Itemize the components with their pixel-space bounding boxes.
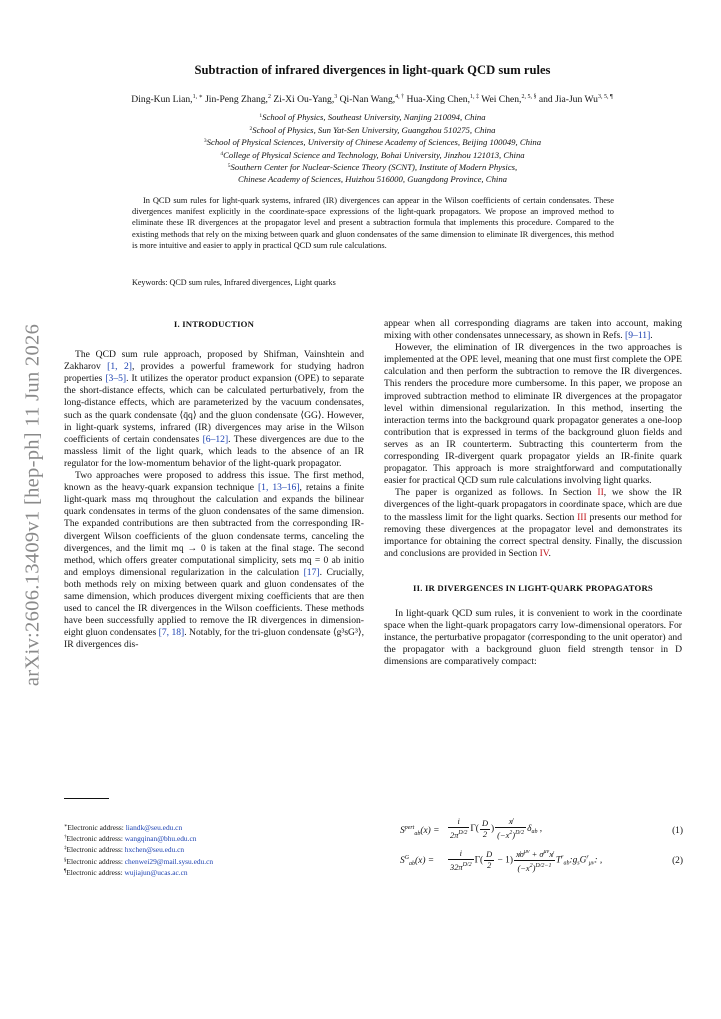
equation-1: $S^{pert}_{ab}(x)$ = $\frac{i}{2\pi^{D/2}}$ Γ( $\frac{D}{2}$ ) $\frac{x̸}{(-x^2)^{D/2}}$ $\delta_{ab}$ , (1) bbox=[400, 817, 683, 840]
author-name: Zi-Xi Ou-Yang, bbox=[270, 94, 335, 105]
author-affiliation-mark: 2, 5, § bbox=[521, 94, 537, 100]
footnote-mark: ∗ bbox=[64, 824, 68, 829]
equation-2: $S^G_{ab}(x)$ = $\frac{i}{32\pi^{D/2}}$ Γ( $\frac{D}{2}$ − 1) $\frac{x̸\sigma^{\mu\nu} + \sigma^{\mu\nu}x̸}{(-x^2)^{D/2-1}}$ $T^r_{ab}:g_sG^r_{\mu\nu}$: , (2) bbox=[400, 848, 683, 873]
author-name: Qi-Nan Wang, bbox=[337, 94, 396, 105]
text-run: presents our method for removing these divergences at the propagator level and demonstrates its importance for obtaining the correct spectral density. Finally, the discussion and conclusions are provided in Section bbox=[384, 511, 682, 559]
footnote-label: Electronic address: bbox=[66, 834, 125, 844]
affiliation-line bbox=[80, 161, 665, 174]
section2-paragraph-1 bbox=[384, 608, 682, 668]
affiliation-text: College of Physical Science and Technology, Bohai University, Jinzhou 121013, China bbox=[223, 149, 525, 160]
text-run: In light-quark QCD sum rules, it is convenient to work in the coordinate space when the light-quark propagators carry low-dimensional operators. For instance, the perturbative propagator (corresponding to the unit operator) and the propagator with a background gluon field strength tensor in D dimensions are comparatively compact: bbox=[384, 607, 682, 668]
text-run: . Notably, for the tri-gluon condensate ⟨g³sG³⟩, IR divergences dis- bbox=[64, 627, 364, 651]
footnote-line bbox=[64, 822, 364, 833]
citation-link[interactable]: [1, 13–16] bbox=[257, 482, 300, 494]
affiliation-number: 4 bbox=[220, 150, 224, 157]
affiliation-text: Southern Center for Nuclear-Science Theory (SCNT), Institute of Modern Physics, bbox=[230, 162, 518, 173]
footnote-line bbox=[64, 844, 364, 855]
text-run: . Crucially, both methods rely on mixing between quark and gluon condensates of the same dimension, which produces divergent mixing coefficients that are then used to cancel the IR divergences in the Wilson coefficients. These methods have been successfully applied to remove the IR divergences in dimension-eight gluon condensates bbox=[64, 566, 364, 639]
text-run: . It utilizes the operator product expansion (OPE) to separate the short-distance effects, which can be calculated perturbatively, from the long-distance effects, which are parameterized by the vacuum condensates, such as the quark condensate ⟨q̄q⟩ and the gluon condensate ⟨GG⟩. However, in light-quark systems, infrared (IR) divergences may arise in the Wilson coefficients of certain condensates bbox=[64, 373, 364, 445]
author-name: Hua-Xing Chen, bbox=[404, 94, 470, 105]
text-run: , retains a finite light-quark mass mq throughout the calculation and expands the bilinear quark condensates in terms of the gluon condensates of the same dimension. The expanded contributions are then subtracted from the corresponding IR-divergent Wilson coefficients of the gluon condensate terms, canceling the divergences, and the limit mq → 0 is taken at the final stage. The second method, which offers greater computational simplicity, sets mq = 0 ab initio and employs dimensional regularization in the calculation bbox=[64, 482, 365, 578]
citation-link[interactable]: [7, 18] bbox=[158, 627, 185, 639]
email-link[interactable]: wangqinan@bhu.edu.cn bbox=[124, 834, 197, 844]
text-run: Two approaches were proposed to address this issue. The first method, known as the heavy-quark expansion technique bbox=[64, 470, 364, 494]
author-name: Wei Chen, bbox=[478, 94, 522, 105]
author-affiliation-mark: 3, 5, ¶ bbox=[597, 94, 613, 100]
footnote-line bbox=[64, 856, 364, 867]
author-affiliation-mark: 1, ‡ bbox=[469, 94, 479, 100]
left-column bbox=[64, 318, 364, 651]
text-run: . bbox=[548, 547, 551, 559]
affiliation-number: 5 bbox=[227, 163, 231, 170]
footnote-mark: ‡ bbox=[64, 846, 67, 852]
footnotes bbox=[64, 822, 364, 878]
affiliation-text: School of Physics, Southeast University, Nanjing 210094, China bbox=[262, 112, 486, 122]
author-affiliation-mark: 2 bbox=[267, 94, 271, 100]
affiliation-list bbox=[80, 111, 665, 186]
affiliation-text: Chinese Academy of Sciences, Huizhou 516000, Guangdong Province, China bbox=[237, 173, 508, 184]
affiliation-line bbox=[80, 111, 665, 124]
text-run: The QCD sum rule approach, proposed by Shifman, Vainshtein and Zakharov bbox=[64, 349, 364, 373]
intro-paragraph-1 bbox=[64, 349, 364, 470]
author-name: and Jia-Jun Wu bbox=[536, 94, 598, 105]
equation-2-number: (2) bbox=[672, 856, 683, 866]
footnote-rule bbox=[64, 798, 109, 799]
footnote-mark: † bbox=[64, 835, 67, 841]
footnote-label: Electronic address: bbox=[66, 856, 125, 866]
text-run: , provides a powerful framework for studying hadron properties bbox=[64, 361, 364, 385]
affiliation-number: 3 bbox=[203, 138, 207, 145]
citation-link[interactable]: [6–12] bbox=[202, 433, 229, 445]
citation-link[interactable]: [1, 2] bbox=[107, 361, 132, 373]
footnote-line bbox=[64, 833, 364, 844]
email-link[interactable]: liandk@seu.edu.cn bbox=[125, 823, 183, 832]
email-link[interactable]: wujiajun@ucas.ac.cn bbox=[124, 867, 188, 877]
intro-paragraph-3 bbox=[384, 342, 682, 487]
section-heading-ir-divergences: II. IR DIVERGENCES IN LIGHT-QUARK PROPAGATORS bbox=[413, 582, 653, 593]
text-run: . These divergences are due to the massless limit of the light quark, which leads to the absence of an IR regulator for the low-momentum behavior of the light-quark propagator. bbox=[64, 433, 364, 469]
affiliation-line bbox=[80, 136, 665, 149]
citation-link[interactable]: [3–5] bbox=[105, 373, 127, 385]
email-link[interactable]: hxchen@seu.edu.cn bbox=[124, 845, 185, 855]
footnote-label: Electronic address: bbox=[67, 823, 126, 832]
footnote-line bbox=[64, 867, 364, 878]
citation-link[interactable]: [17] bbox=[303, 566, 320, 578]
author-affiliation-mark: 1, ∗ bbox=[192, 94, 203, 100]
text-run: , we show the IR divergences of the light-quark propagators in coordinate space, which are due to the massless limit for the light quarks. Section bbox=[384, 487, 682, 523]
footnote-label: Electronic address: bbox=[66, 867, 125, 877]
citation-link[interactable]: [9–11] bbox=[625, 330, 651, 342]
paper-title: Subtraction of infrared divergences in light-quark QCD sum rules bbox=[194, 63, 551, 77]
author-name: Jin-Peng Zhang, bbox=[202, 94, 268, 105]
right-column bbox=[384, 318, 682, 668]
affiliation-number: 2 bbox=[249, 125, 253, 132]
affiliation-line bbox=[80, 124, 665, 137]
email-link[interactable]: chenwei29@mail.sysu.edu.cn bbox=[124, 856, 214, 866]
equation-1-number: (1) bbox=[672, 826, 683, 836]
intro-paragraph-continued bbox=[384, 318, 682, 342]
footnote-mark: § bbox=[64, 857, 67, 863]
affiliation-text: School of Physics, Sun Yat-Sen University, Guangzhou 510275, China bbox=[252, 124, 496, 135]
affiliation-number: 1 bbox=[259, 113, 263, 119]
footnote-label: Electronic address: bbox=[66, 845, 125, 855]
text-run: . bbox=[650, 330, 653, 342]
text-run: The paper is organized as follows. In Section bbox=[395, 487, 598, 499]
intro-paragraph-2 bbox=[64, 470, 364, 651]
author-affiliation-mark: 3 bbox=[334, 94, 338, 100]
section-ref-link[interactable]: II bbox=[597, 487, 604, 499]
arxiv-identifier: arXiv:2606.13409v1 [hep-ph] 11 Jun 2026 bbox=[21, 323, 44, 687]
keywords: Keywords: QCD sum rules, Infrared divergences, Light quarks bbox=[132, 278, 336, 287]
section-ref-link[interactable]: IV bbox=[539, 547, 549, 559]
section-ref-link[interactable]: III bbox=[577, 511, 587, 523]
arxiv-sidebar-stamp bbox=[16, 290, 50, 720]
text-run: appear when all corresponding diagrams are taken into account, making mixing with other condensates unnecessary, as shown in Refs. bbox=[384, 318, 682, 342]
footnote-mark: ¶ bbox=[64, 868, 67, 874]
abstract: In QCD sum rules for light-quark systems, infrared (IR) divergences can appear in the Wilson coefficients of certain condensates. These divergences manifest explicitly in the coordinate-space expressions of the light-quark propagators. We propose an improved method to eliminate these IR divergences at the propagator level and present a subtraction formula that implements this procedure. Compared to the existing methods that rely on the mixing between quark and gluon condensates of the same dimension to eliminate IR divergences, this method is more intuitive and easier to apply in practical QCD sum rule calculations. bbox=[132, 196, 614, 250]
text-run: However, the elimination of IR divergences in the two approaches is implemented at the OPE level, meaning that one must first complete the OPE calculation and then perform the subtraction to remove the IR divergences. This renders the procedure more cumbersome. In this paper, we propose an improved subtraction method to eliminate IR divergences at the propagator level within dimensional regularization. In this method, inserting the interaction terms into the background quark propagator generates a one-loop contribution that is expressed in terms of the background gluon fields and serves as an IR counterterm. Subtracting this counterterm from the corresponding IR-divergent quark propagator yields an IR-finite quark propagator. This approach is more straightforward and computationally easier for practical QCD sum rule calculations involving light quarks. bbox=[384, 342, 682, 487]
affiliation-line bbox=[80, 174, 665, 186]
author-list bbox=[56, 93, 688, 105]
intro-paragraph-4 bbox=[384, 487, 682, 560]
affiliation-line bbox=[80, 149, 665, 162]
author-affiliation-mark: 4, † bbox=[395, 94, 405, 100]
section-heading-introduction: I. INTRODUCTION bbox=[173, 319, 255, 329]
affiliation-text: School of Physical Sciences, University of Chinese Academy of Sciences, Beijing 100049, China bbox=[206, 137, 542, 148]
author-name: Ding-Kun Lian, bbox=[131, 94, 193, 105]
